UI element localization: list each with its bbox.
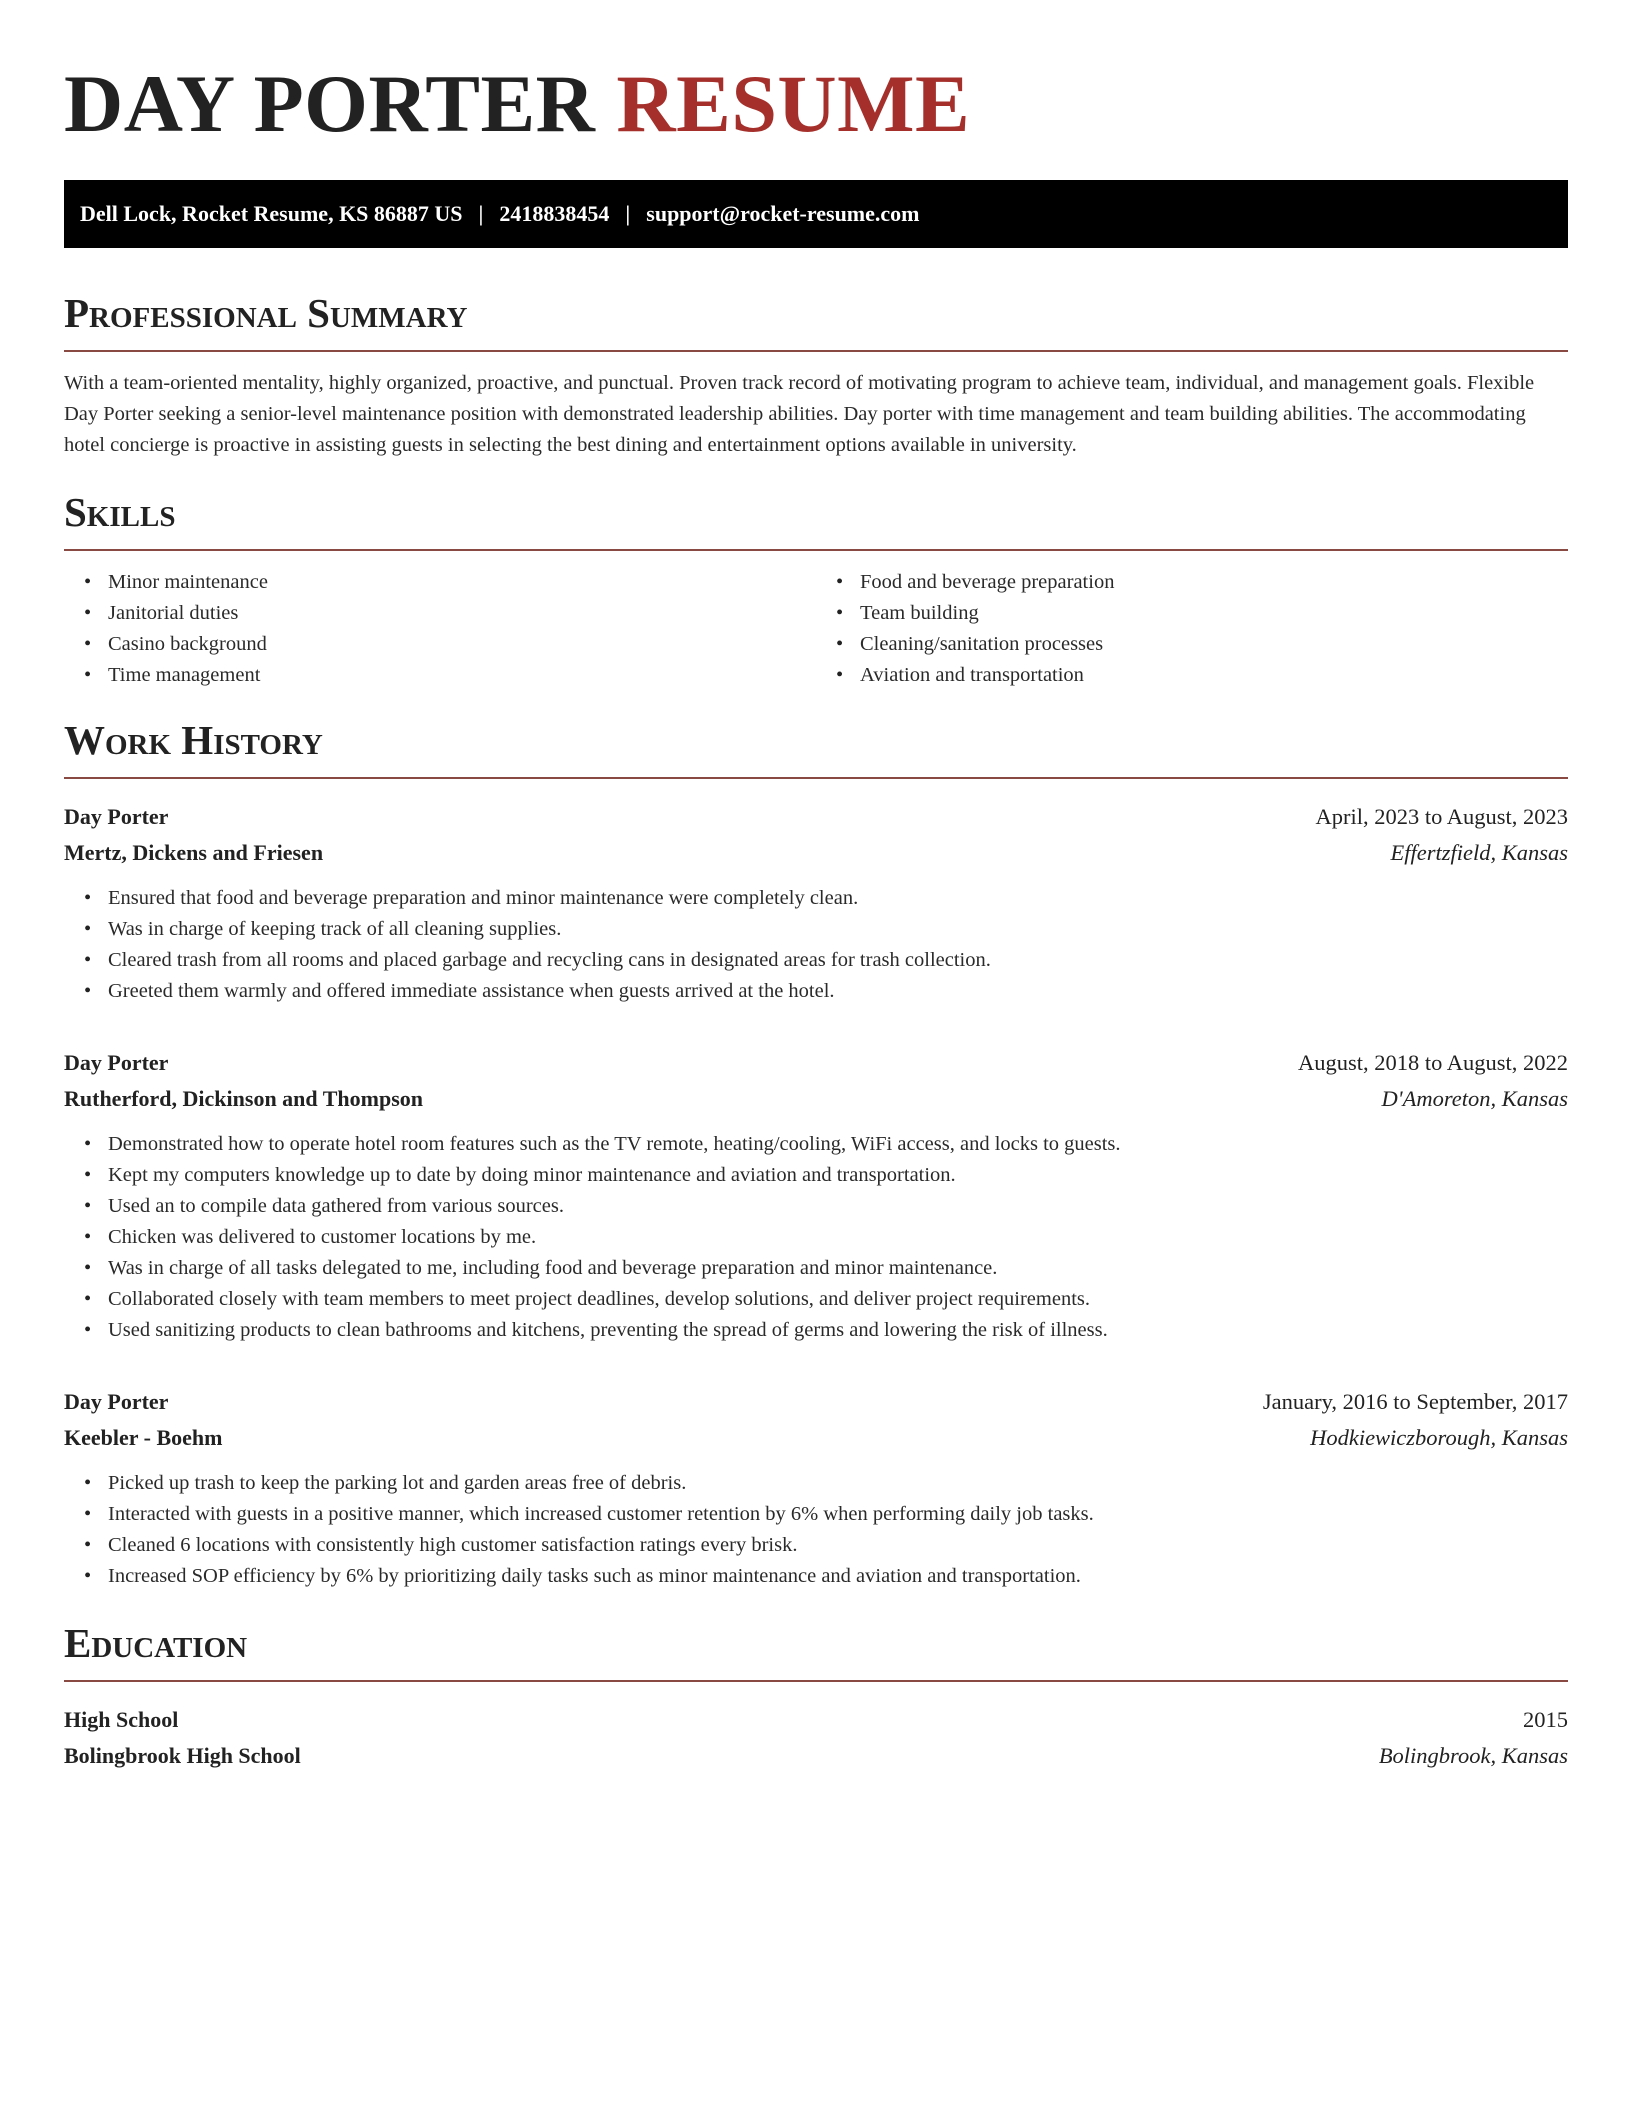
job-duty: • Used an to compile data gathered from various sources. [108, 1191, 1568, 1222]
job-role: Day Porter [64, 1389, 169, 1414]
title-main: DAY PORTER [64, 58, 596, 149]
job-duty: • Was in charge of keeping track of all cleaning supplies. [108, 914, 1568, 945]
summary-section [64, 290, 1568, 461]
skill-item: • Janitorial duties [108, 598, 816, 629]
job-duty: • Ensured that food and beverage preparation and minor maintenance were completely clean. [108, 883, 1568, 914]
job-duty: • Kept my computers knowledge up to date by doing minor maintenance and aviation and transportation. [108, 1160, 1568, 1191]
education-entry [64, 1702, 1568, 1774]
contact-email[interactable]: support@rocket-resume.com [646, 201, 920, 226]
job-duty: • Increased SOP efficiency by 6% by prioritizing daily tasks such as minor maintenance and aviation and transportation. [108, 1561, 1568, 1592]
education-school: Bolingbrook High School [64, 1743, 301, 1768]
job-duty: • Chicken was delivered to customer locations by me. [108, 1222, 1568, 1253]
contact-separator: | [625, 201, 631, 226]
work-history-heading: Work History [64, 717, 323, 763]
job-duties-list [64, 883, 1568, 1007]
summary-heading: Professional Summary [64, 290, 468, 336]
section-divider [64, 549, 1568, 551]
job-dates: August, 2018 to August, 2022 [1297, 1050, 1568, 1075]
skill-item: • Food and beverage preparation [860, 567, 1568, 598]
skill-item: • Team building [860, 598, 1568, 629]
job-duty: • Interacted with guests in a positive manner, which increased customer retention by 6% when performing daily job tasks. [108, 1499, 1568, 1530]
skills-list-left [64, 567, 816, 691]
education-heading: Education [64, 1620, 248, 1666]
section-divider [64, 1680, 1568, 1682]
job-location: Hodkiewiczborough, Kansas [1310, 1425, 1568, 1450]
job-entry [64, 799, 1568, 1007]
section-divider [64, 777, 1568, 779]
skills-list-right [816, 567, 1568, 691]
education-degree: High School [64, 1707, 179, 1732]
job-duty: • Cleared trash from all rooms and placed garbage and recycling cans in designated areas for trash collection. [108, 945, 1568, 976]
education-location: Bolingbrook, Kansas [1378, 1743, 1568, 1768]
job-company: Mertz, Dickens and Friesen [64, 840, 324, 865]
job-dates: April, 2023 to August, 2023 [1315, 804, 1568, 829]
job-duty: • Demonstrated how to operate hotel room features such as the TV remote, heating/cooling, WiFi access, and locks to guests. [108, 1129, 1568, 1160]
job-duties-list [64, 1468, 1568, 1592]
section-divider [64, 350, 1568, 352]
skills-grid [64, 567, 1568, 691]
contact-address: Dell Lock, Rocket Resume, KS 86887 US [80, 201, 463, 226]
job-role: Day Porter [64, 1050, 169, 1075]
job-duty: • Greeted them warmly and offered immediate assistance when guests arrived at the hotel. [108, 976, 1568, 1007]
job-location: D'Amoreton, Kansas [1381, 1086, 1568, 1111]
job-duty: • Was in charge of all tasks delegated to me, including food and beverage preparation and minor maintenance. [108, 1253, 1568, 1284]
skills-heading: Skills [64, 489, 176, 535]
work-history-section [64, 717, 1568, 1592]
skill-item: • Minor maintenance [108, 567, 816, 598]
job-duty: • Used sanitizing products to clean bathrooms and kitchens, preventing the spread of germs and lowering the risk of illness. [108, 1315, 1568, 1346]
skill-item: • Time management [108, 660, 816, 691]
skill-item: • Cleaning/sanitation processes [860, 629, 1568, 660]
job-company: Keebler - Boehm [64, 1425, 223, 1450]
skill-item: • Aviation and transportation [860, 660, 1568, 691]
education-year: 2015 [1523, 1707, 1568, 1732]
job-dates: January, 2016 to September, 2017 [1262, 1389, 1568, 1414]
job-role: Day Porter [64, 804, 169, 829]
skill-item: • Casino background [108, 629, 816, 660]
contact-separator: | [478, 201, 484, 226]
skills-section [64, 489, 1568, 691]
title-accent: RESUME [616, 58, 971, 149]
contact-phone: 2418838454 [499, 201, 610, 226]
job-duty: • Collaborated closely with team members to meet project deadlines, develop solutions, and deliver project requirements. [108, 1284, 1568, 1315]
education-section [64, 1620, 1568, 1774]
job-entry [64, 1384, 1568, 1592]
resume-title [64, 58, 1568, 150]
contact-bar [64, 180, 1568, 248]
job-duty: • Picked up trash to keep the parking lot and garden areas free of debris. [108, 1468, 1568, 1499]
job-company: Rutherford, Dickinson and Thompson [64, 1086, 424, 1111]
job-location: Effertzfield, Kansas [1390, 840, 1568, 865]
summary-text: With a team-oriented mentality, highly organized, proactive, and punctual. Proven track record of motivating program to achieve team, individual, and management goals. Flexible Day Porter seeking a senior-level maintenance position with demonstrated leadership abilities. Day porter with time management and team building abilities. The accommodating hotel concierge is proactive in assisting guests in selecting the best dining and entertainment options available in university. [64, 372, 1535, 456]
job-duty: • Cleaned 6 locations with consistently high customer satisfaction ratings every brisk. [108, 1530, 1568, 1561]
job-entry [64, 1045, 1568, 1346]
job-duties-list [64, 1129, 1568, 1346]
